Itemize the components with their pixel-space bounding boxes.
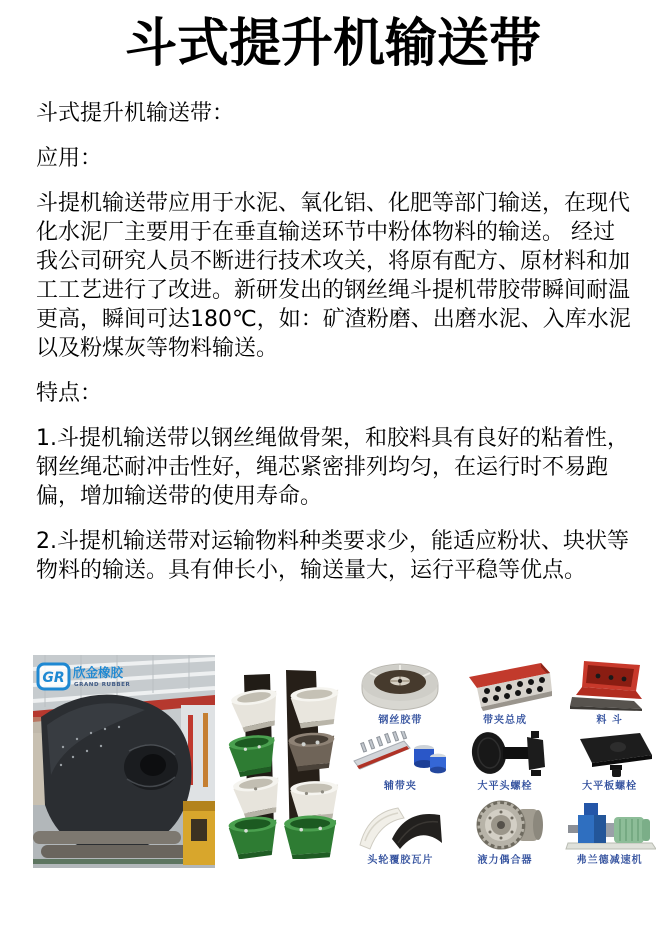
product-cell bbox=[557, 793, 662, 867]
hopper-image bbox=[570, 659, 650, 711]
product-cell bbox=[557, 655, 662, 727]
bucket-board-photo-image bbox=[228, 667, 345, 859]
product-label: 料 斗 bbox=[596, 715, 623, 726]
paragraph-feature-2: 2.斗提机输送带对运输物料种类要求少，能适应粉状、块状等物料的输送。具有伸长小，输送量大，运行平稳等优点。 bbox=[36, 529, 629, 584]
paragraph-heading: 斗式提升机输送带： bbox=[36, 101, 235, 127]
product-cell bbox=[348, 655, 453, 727]
product-label: 弗兰德减速机 bbox=[576, 855, 643, 866]
product-cell bbox=[348, 793, 453, 867]
brand-logo-cn-text: 欣金橡胶 bbox=[73, 665, 124, 680]
product-label: 液力偶合器 bbox=[477, 855, 533, 866]
aux-belt-clamp-image bbox=[352, 731, 448, 777]
product-cell bbox=[557, 727, 662, 793]
product-cell bbox=[453, 655, 558, 727]
product-cell bbox=[453, 793, 558, 867]
brand-logo-gr-mark: GR bbox=[42, 670, 65, 686]
steel-cord-belt-roll-image bbox=[358, 661, 442, 711]
product-cell bbox=[453, 727, 558, 793]
paragraph-application-body: 斗提机输送带应用于水泥、氧化铝、化肥等部门输送，在现代化水泥厂主要用于在垂直输送环节中粉体物料的输送。 经过我公司研究人员不断进行技术攻关，将原有配方、原材料和加工工艺进行了改进。新研发出的钢丝绳斗提机带胶带瞬间耐温更高，瞬间可达180℃，如：矿渣粉磨、出磨水泥、入库水泥以及粉煤灰等物料输送。 bbox=[36, 191, 631, 362]
product-label: 钢丝胶带 bbox=[378, 715, 423, 726]
product-cell bbox=[348, 727, 453, 793]
brand-logo-en-text: GRAND RUBBER bbox=[74, 682, 131, 688]
flender-reducer-image bbox=[564, 799, 656, 851]
product-label: 头轮覆胶瓦片 bbox=[367, 855, 434, 866]
bucket-board-photo bbox=[228, 667, 345, 859]
belt-clamp-assembly-image bbox=[457, 659, 553, 711]
product-grid bbox=[348, 655, 662, 867]
product-gallery bbox=[0, 653, 666, 878]
pulley-lagging-tile-image bbox=[354, 801, 446, 851]
product-label: 带夹总成 bbox=[482, 715, 527, 726]
fluid-coupling-image bbox=[465, 799, 545, 851]
product-label: 大平头螺栓 bbox=[477, 781, 533, 792]
product-label: 大平板螺栓 bbox=[582, 781, 638, 792]
belt-roll-photo bbox=[33, 655, 215, 868]
article-text bbox=[36, 99, 634, 585]
flat-head-bolt-image bbox=[461, 729, 549, 777]
paragraph-application-heading: 应用： bbox=[36, 146, 103, 172]
flat-plate-bolt-image bbox=[566, 729, 654, 777]
paragraph-feature-1: 1.斗提机输送带以钢丝绳做骨架，和胶料具有良好的粘着性，钢丝绳芯耐冲击性好，绳芯紧密排列均匀，在运行时不易跑偏，增加输送带的使用寿命。 bbox=[36, 426, 629, 510]
page-title: 斗式提升机输送带 bbox=[124, 14, 541, 74]
paragraph-features-heading: 特点： bbox=[36, 381, 103, 407]
product-label: 辅带夹 bbox=[383, 781, 417, 792]
belt-roll-photo-image bbox=[33, 655, 215, 868]
brand-logo bbox=[38, 664, 131, 689]
